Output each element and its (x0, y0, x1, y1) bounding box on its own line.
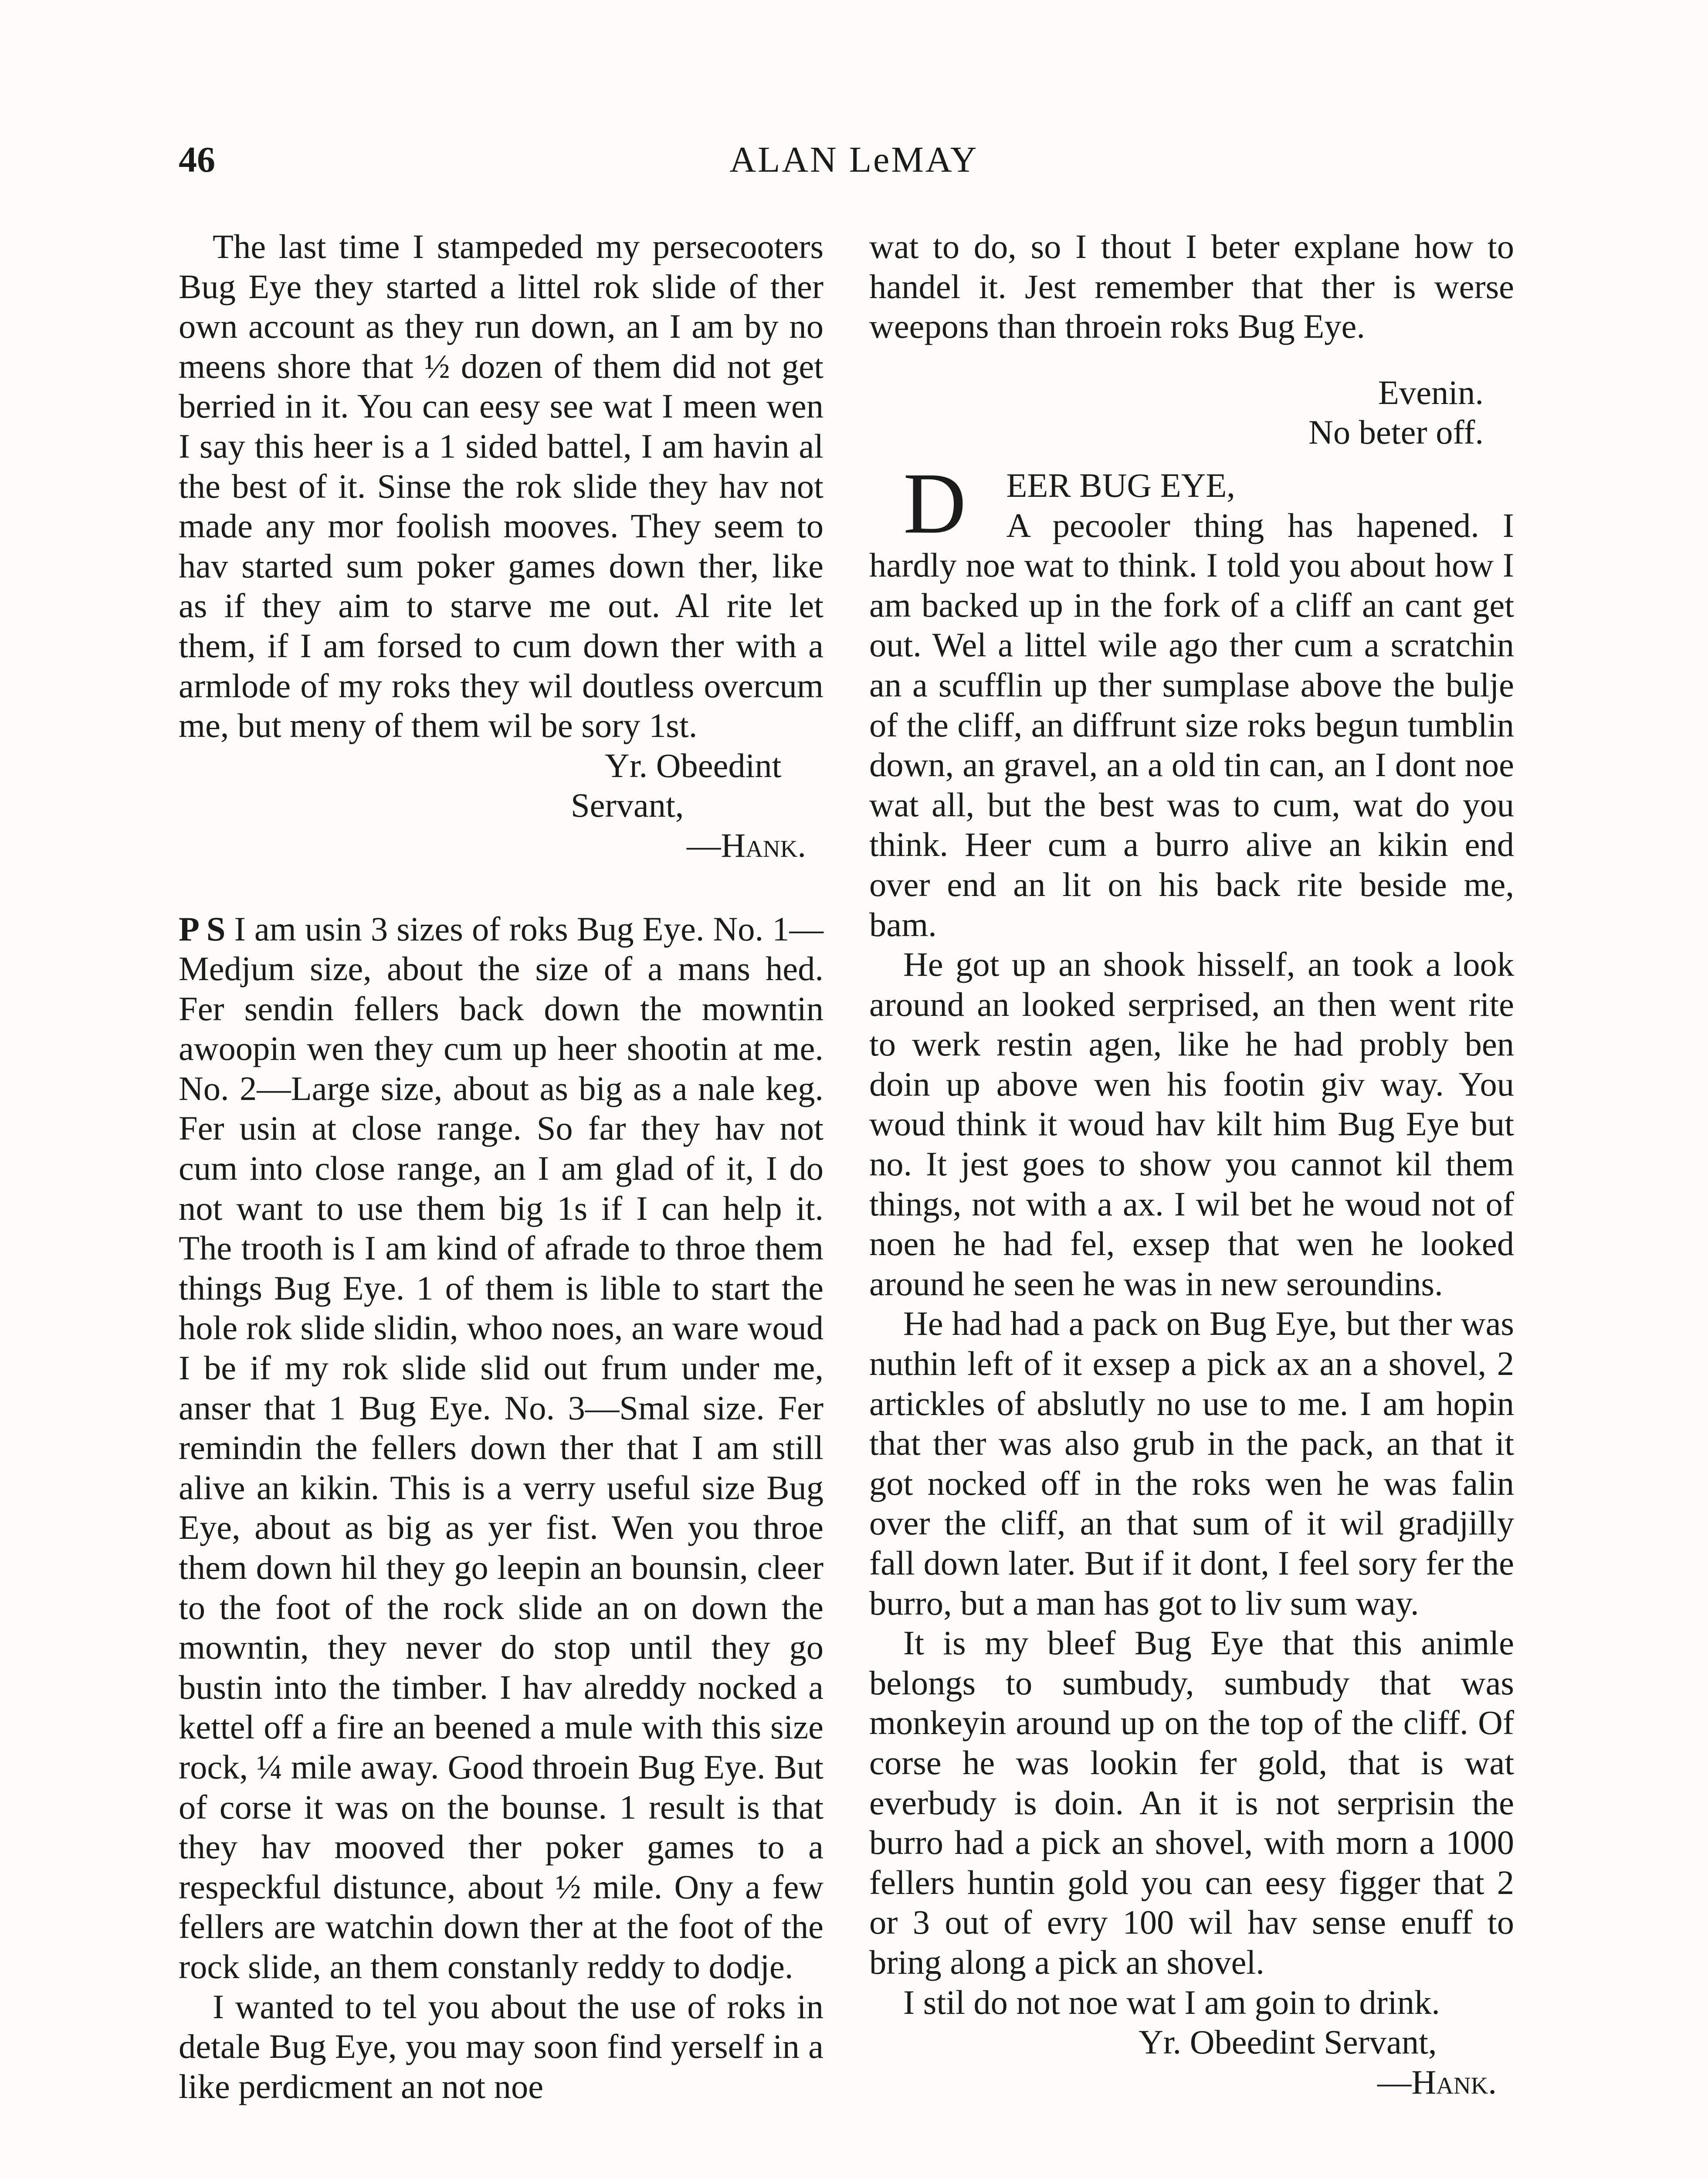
letter-closing: Yr. Obeedint Servant, (1139, 2023, 1437, 2061)
letter-closing-status: No beter off. (1308, 413, 1484, 451)
letter-signature: —Hank. (1377, 2063, 1497, 2101)
letter-closing-evenin: Evenin. (1378, 373, 1484, 411)
letter-paragraph: The last time I stampeded my persecooters Bug Eye they started a littel rok slide of ther own account as they run down, an I am by no meens shore that ½ dozen of them did not get berried in it. You can eesy see wat I meen wen I say this heer is a 1 sided battel, I am havin al the best of it. Sinse the rok slide they hav not made any mor foolish mooves. They seem to hav started sum poker games down ther, like as if they aim to starve me out. Al rite let them, if I am forsed to cum down ther with a armlode of my roks they wil doutless overcum me, but meny of them wil be sory 1st. (179, 227, 824, 745)
postscript (179, 909, 824, 1987)
continued-paragraph: wat to do, so I thout I beter explane how to handel it. Jest remember that ther is werse weepons than throein roks Bug Eye. (869, 227, 1514, 346)
letter-paragraph: It is my bleef Bug Eye that this animle belongs to sumbudy, sumbudy that was monkeyin around up on the top of the cliff. Of corse he was lookin fer gold, that is wat everbudy is doin. An it is not serprisin the burro had a pick an shovel, with morn a 1000 fellers huntin gold you can eesy figger that 2 or 3 out of evry 100 wil hav sense enuff to bring along a pick an shovel. (869, 1624, 1514, 1981)
letter-paragraph: He got up an shook hisself, an took a look around an looked serprised, an then went rite to werk restin agen, like he had probly ben doin up above wen his footin giv way. You woud think it woud hav kilt him Bug Eye but no. It jest goes to show you cannot kil them things, not with a ax. I wil bet he woud not of noen he had fel, exsep that wen he looked around he seen he was in new seroundins. (869, 945, 1514, 1303)
letter-paragraph: He had had a pack on Bug Eye, but ther was nuthin left of it exsep a pick ax an a shovel, 2 artickles of abslutly no use to me. I am hopin that ther was also grub in the pack, an that it got nocked off in the roks wen he was falin over the cliff, an that sum of it wil gradjilly fall down later. But if it dont, I feel sory fer the burro, but a man has got to liv sum way. (869, 1304, 1514, 1622)
letter-paragraph: I wanted to tel you about the use of roks in detale Bug Eye, you may soon find yerself in a like perdicment an not noe (179, 1987, 824, 2105)
letter-closing: Yr. Obeedint Servant, (571, 746, 782, 825)
letter-paragraph: I stil do not noe wat I am goin to drink. (903, 1983, 1440, 2021)
letter-signature: —Hank. (687, 826, 806, 864)
drop-cap: D (903, 455, 966, 552)
left-column (179, 227, 824, 2106)
postscript-text: I am usin 3 sizes of roks Bug Eye. No. 1—Medjum size, about the size of a mans hed. Fer sendin fellers back down the mowntin awoopin wen they cum up heer shootin at me. No. 2—Large size, about as big as a nale keg. Fer usin at close range. So far they hav not cum into close range, an I am glad of it, I do not want to use them big 1s if I can help it. The trooth is I am kind of afrade to throe them things Bug Eye. 1 of them is lible to start the hole rok slide slidin, whoo noes, an ware woud I be if my rok slide slid out frum under me, anser that 1 Bug Eye. No. 3—Smal size. Fer remindin the fellers down ther that I am still alive an kikin. This is a verry useful size Bug Eye, about as big as yer fist. Wen you throe them down hil they go leepin an bounsin, cleer to the foot of the rock slide an on down the mowntin, they never do stop until they go bustin into the timber. I hav alreddy nocked a kettel off a fire an beened a mule with this size rock, ¼ mile away. Good throein Bug Eye. But of corse it was on the bounse. 1 result is that they hav mooved ther poker games to a respeckful distunce, about ½ mile. Ony a few fellers are watchin down ther at the foot of the rock slide, an them constanly reddy to dodje. (179, 910, 824, 1986)
letter-salutation (869, 455, 1514, 552)
postscript-label: P S (179, 910, 226, 948)
right-column (869, 227, 1514, 2102)
running-head: ALAN LeMAY (729, 139, 979, 180)
page-header (179, 139, 1529, 191)
salutation-text: EER BUG EYE, (1006, 466, 1235, 504)
page-number: 46 (179, 139, 215, 180)
letter-paragraph: A pecooler thing has hapened. I hardly noe wat to think. I told you about how I am backed up in the fork of a cliff an cant get out. Wel a littel wile ago ther cum a scratchin an a scufflin up ther sumplase above the bulje of the cliff, an diffrunt size roks begun tumblin down, an gravel, an a old tin can, an I dont noe wat all, but the best was to cum, wat do you think. Heer cum a burro alive an kikin end over end an lit on his back rite beside me, bam. (869, 506, 1514, 944)
